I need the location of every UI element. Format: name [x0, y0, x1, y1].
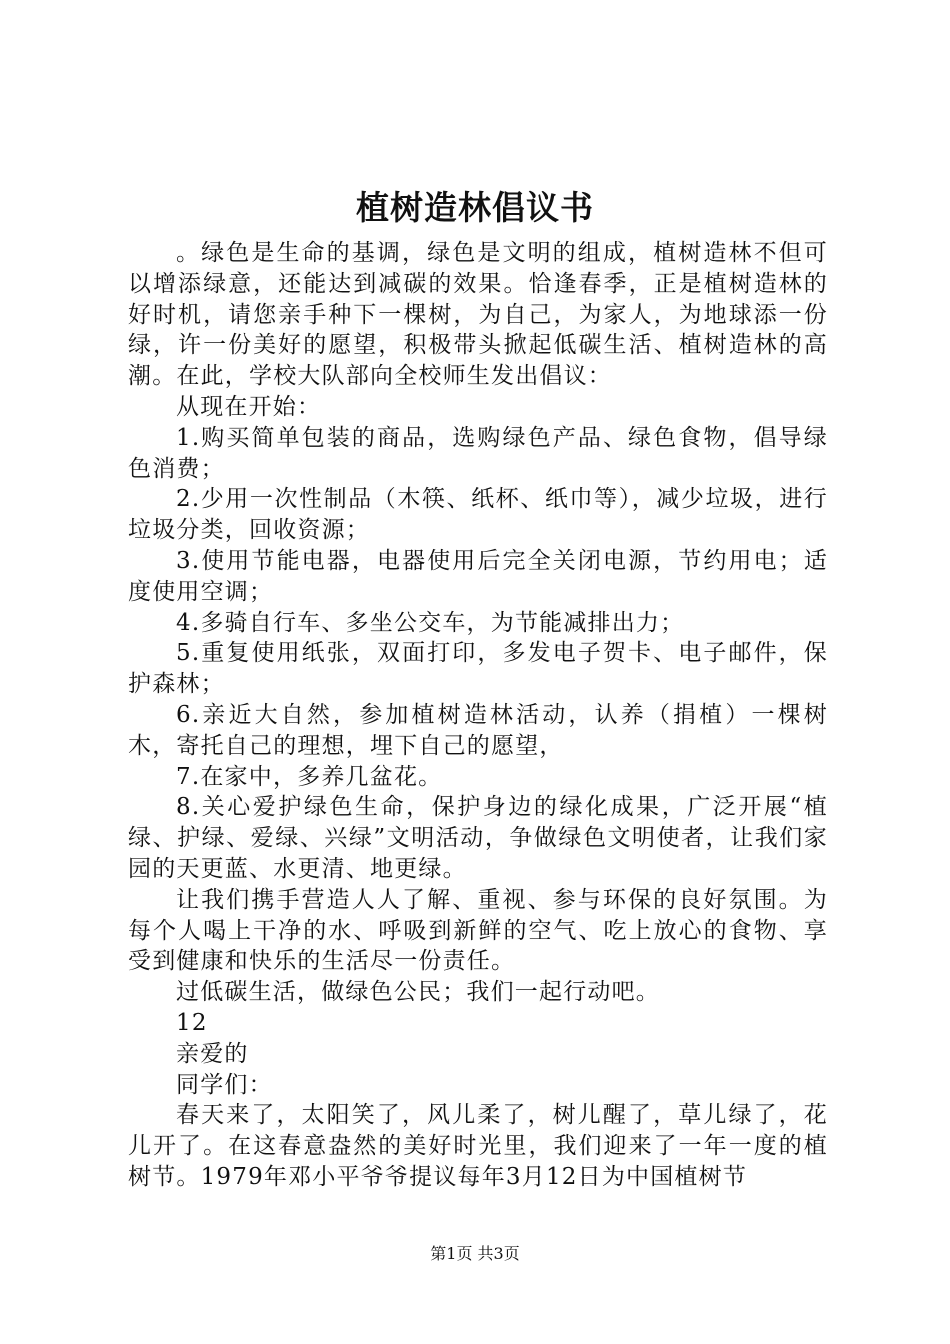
list-item: 5.重复使用纸张，双面打印，多发电子贺卡、电子邮件，保护森林；: [128, 640, 828, 698]
list-item: 1.购买简单包装的商品，选购绿色产品、绿色食物，倡导绿色消费；: [128, 424, 828, 482]
list-item: 6.亲近大自然，参加植树造林活动，认养（捐植）一棵树木，寄托自己的理想，埋下自己的愿望，: [128, 701, 828, 759]
paragraph-call: 让我们携手营造人人了解、重视、参与环保的良好氛围。为每个人喝上干净的水、呼吸到新鲜的空气、吃上放心的食物、享受到健康和快乐的生活尽一份责任。: [128, 886, 828, 975]
list-item: 4.多骑自行车、多坐公交车，为节能减排出力；: [176, 609, 685, 636]
paragraph-salutation: 同学们：: [176, 1071, 273, 1098]
page-footer: 第1页 共3页: [430, 1244, 520, 1263]
paragraph-spring: 春天来了，太阳笑了，风儿柔了，树儿醒了，草儿绿了，花儿开了。在这春意盎然的美好时光里，我们迎来了一年一度的植树节。1979年邓小平爷爷提议每年3月12日为中国植树节: [128, 1102, 828, 1190]
paragraph-number: 12: [176, 1009, 208, 1036]
paragraph-slogan: 过低碳生活，做绿色公民；我们一起行动吧。: [176, 979, 660, 1006]
list-item: 8.关心爱护绿色生命，保护身边的绿化成果，广泛开展“植绿、护绿、爱绿、兴绿”文明活动，争做绿色文明使者，让我们家园的天更蓝、水更清、地更绿。: [128, 794, 828, 882]
paragraph-start: 从现在开始：: [176, 393, 322, 420]
paragraph-intro: 。绿色是生命的基调，绿色是文明的组成，植树造林不但可以增添绿意，还能达到减碳的效果。恰逢春季，正是植树造林的好时机，请您亲手种下一棵树，为自己，为家人，为地球添一份绿，许一份美好的愿望，积极带头掀起低碳生活、植树造林的高潮。在此，学校大队部向全校师生发出倡议：: [128, 240, 828, 390]
list-item: 7.在家中，多养几盆花。: [176, 763, 443, 790]
paragraph-salutation: 亲爱的: [176, 1040, 249, 1067]
document-title: 植树造林倡议书: [356, 188, 594, 227]
list-item: 3.使用节能电器，电器使用后完全关闭电源，节约用电；适度使用空调；: [128, 547, 828, 605]
list-item: 2.少用一次性制品（木筷、纸杯、纸巾等），减少垃圾，进行垃圾分类，回收资源；: [128, 486, 828, 544]
document-body: [128, 238, 828, 1193]
